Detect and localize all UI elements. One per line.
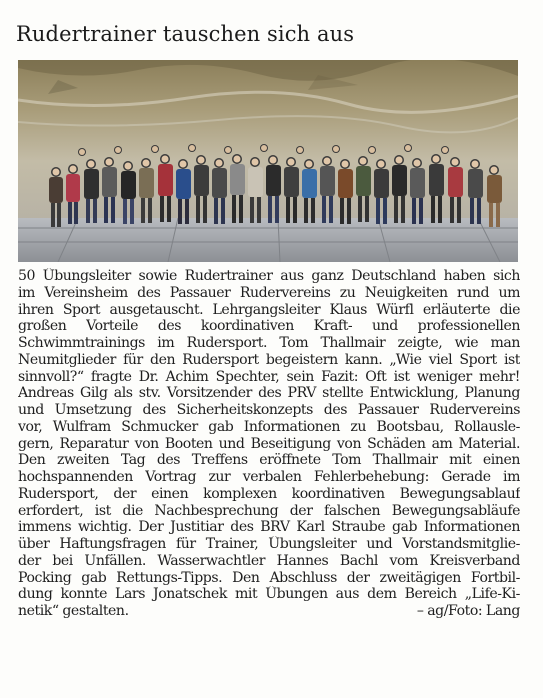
article-line: Andreas Gilg als stv. Vorsitzender des PRV stellte Entwicklung, Planung [18, 385, 520, 402]
photo-credit: – ag/Foto: Lang [416, 603, 520, 619]
article-line: immens wichtig. Der Justitiar des BRV Karl Straube gab Informationen [18, 519, 520, 536]
article-line: im Vereinsheim des Passauer Rudervereins zu Neuigkeiten rund um [18, 284, 520, 301]
article-line: dung konnte Lars Jonatschek mit Übungen aus dem Bereich „Life-Ki- [18, 586, 520, 603]
article-line: erfordert, ist die Nachbesprechung der falschen Bewegungsabläufe [18, 502, 520, 519]
article-body [18, 268, 520, 620]
article-line: sinnvoll?“ fragte Dr. Achim Spechter, sein Fazit: Oft ist weniger mehr! [18, 368, 520, 385]
article-last-line: netik“ gestalten. [18, 603, 129, 619]
article-line: 50 Übungsleiter sowie Rudertrainer aus ganz Deutschland haben sich [18, 268, 520, 284]
article-line: Rudersport, der einen komplexen koordinativen Bewegungsablauf [18, 485, 520, 502]
article-line: großen Vorteile des koordinativen Kraft- und professionellen [18, 318, 520, 335]
article-line: und Umsetzung des Sicherheitskonzepts des Passauer Rudervereins [18, 402, 520, 418]
article-line: gern, Reparatur von Booten und Beseitigung von Schäden am Material. [18, 435, 520, 452]
group-photo [18, 60, 518, 262]
article-line: Schwimmtrainings im Rudersport. Tom Thallmair zeigte, wie man [18, 335, 520, 351]
article-line: Pocking gab Rettungs-Tipps. Den Abschluss der zweitägigen Fortbil- [18, 569, 520, 586]
article-line: Neumitglieder für den Rudersport begeistern kann. „Wie viel Sport ist [18, 351, 520, 368]
article-line: ihren Sport ausgetauscht. Lehrgangsleiter Klaus Würfl erläuterte die [18, 301, 520, 318]
article-line: vor, Wulfram Schmucker gab Informationen zu Bootsbau, Rollausle- [18, 418, 520, 435]
article-line: der bei Unfällen. Wasserwachtler Hannes Bachl vom Kreisverband [18, 552, 520, 569]
article-line: Den zweiten Tag des Treffens eröffnete Tom Thallmair mit einen [18, 452, 520, 469]
article-line: über Haftungsfragen für Trainer, Übungsleiter und Vorstandsmitglie- [18, 536, 520, 552]
article-last-line-row [18, 603, 520, 620]
article-line: hochspannenden Vortrag zur verbalen Fehlerbehebung: Gerade im [18, 469, 520, 485]
headline: Rudertrainer tauschen sich aus [16, 22, 355, 46]
